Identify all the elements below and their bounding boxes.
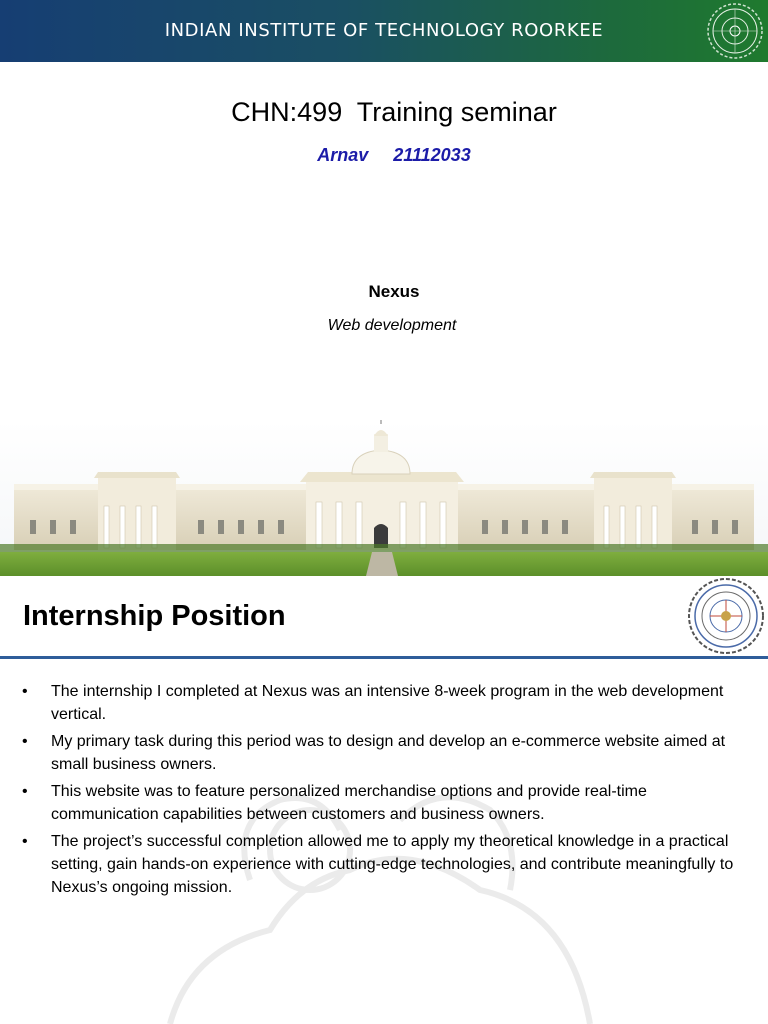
bullet-marker: • (22, 783, 28, 800)
company-name: Nexus (368, 282, 420, 301)
main-building-photo (0, 420, 768, 576)
bullet-marker: • (22, 683, 28, 700)
author-name-roll: Arnav 21112033 (317, 145, 471, 165)
title-divider (0, 656, 768, 659)
list-item (0, 780, 768, 826)
bullet-text: This website was to feature personalized merchandise options and provide real-time communication capabilities between customers and business owners. (51, 783, 647, 823)
bullet-text: The internship I completed at Nexus was an intensive 8-week program in the web development vertical. (51, 683, 724, 723)
internship-domain: Web development (327, 317, 457, 334)
bullet-marker: • (22, 733, 28, 750)
institute-name: INDIAN INSTITUTE OF TECHNOLOGY ROORKEE (164, 20, 604, 41)
list-item (0, 680, 768, 726)
bullet-list (0, 680, 768, 903)
iit-roorkee-seal-icon (704, 1, 766, 61)
iit-roorkee-seal-icon (686, 576, 766, 656)
seminar-title: CHN:499 Training seminar (231, 97, 557, 127)
bullet-marker: • (22, 833, 28, 850)
bullet-text: My primary task during this period was to design and develop an e-commerce website aimed at small business owners. (51, 733, 726, 773)
list-item (0, 830, 768, 899)
slide-heading: Internship Position (23, 600, 286, 632)
bullet-text: The project’s successful completion allowed me to apply my theoretical knowledge in a practical setting, gain hands-on experience with cutting-edge technologies, and contribute meaningfully to Nexus’s ongoing mission. (51, 833, 734, 896)
list-item (0, 730, 768, 776)
